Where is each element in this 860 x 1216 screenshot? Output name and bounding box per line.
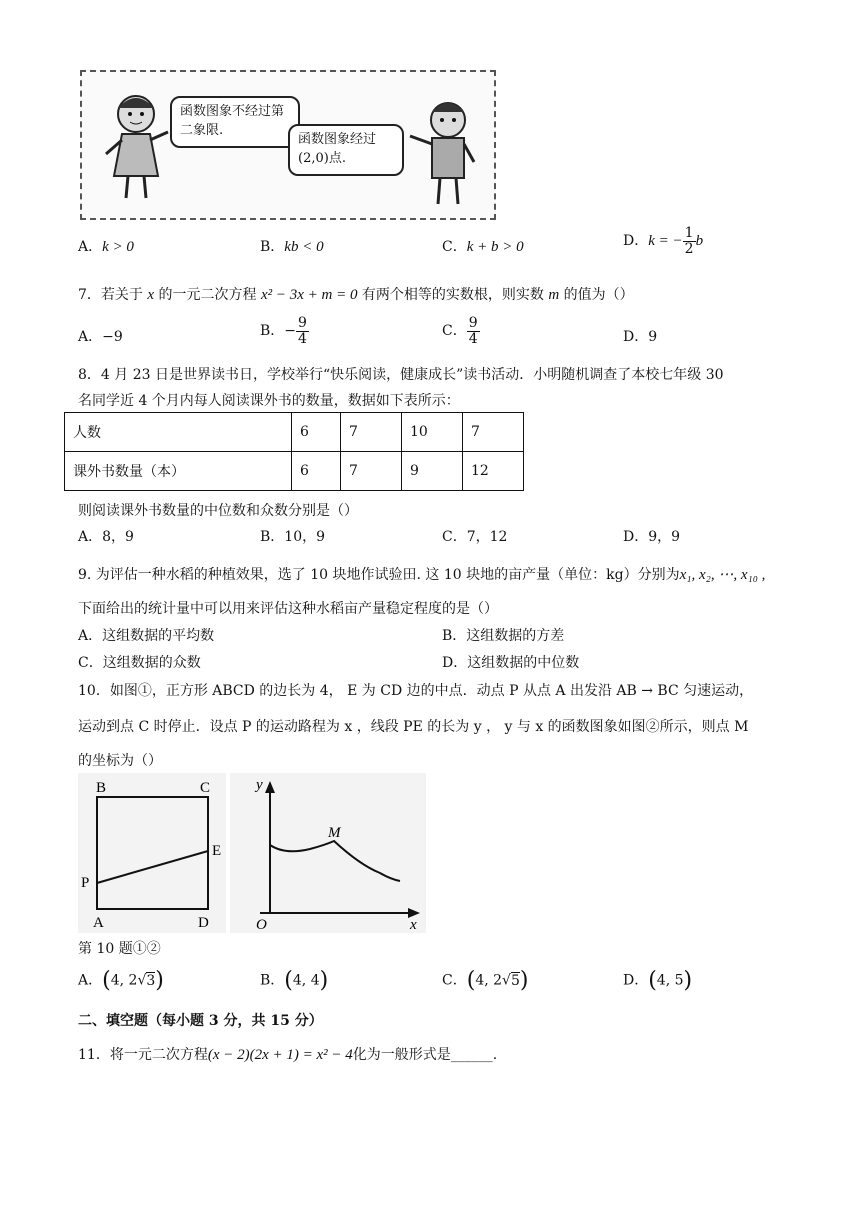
fraction: $\frac{9}{4}$ — [298, 315, 307, 347]
q9-option-d[interactable]: D．这组数据的中位数 — [442, 655, 580, 671]
function-graph-figure — [230, 773, 426, 933]
speech-bubble-left: 函数图象不经过第二象限. — [170, 96, 300, 148]
fraction: $\frac{9}{4}$ — [468, 315, 478, 347]
q7-option-c[interactable]: C． $\frac{9}{4}$ — [442, 315, 478, 347]
figure-caption: 第 10 题①② — [78, 941, 161, 957]
question-8-line1: 8．4 月 23 日是世界读书日，学校举行“快乐阅读，健康成长”读书活动．小明随机调查了本校七年级 30 — [78, 367, 724, 383]
label-o: O — [256, 917, 267, 933]
q7-option-b[interactable]: B．− $\frac{9}{4}$ — [260, 315, 307, 347]
q8-option-c[interactable]: C．7，12 — [442, 529, 508, 545]
q9-option-b[interactable]: B．这组数据的方差 — [442, 628, 565, 644]
question-11: 11．将一元二次方程(x − 2)(2x + 1) = x² − 4化为一般形式是______. — [78, 1047, 498, 1063]
label-y: y — [256, 777, 263, 793]
q9-option-c[interactable]: C．这组数据的众数 — [78, 655, 201, 671]
reading-data-table — [64, 412, 524, 491]
question-10-line2: 运动到点 C 时停止．设点 P 的运动路程为 x ，线段 PE 的长为 y ， y 与 x 的函数图象如图②所示，则点 M — [78, 719, 749, 735]
q10-option-c[interactable]: C．(4, 2√5) — [442, 968, 529, 993]
q6-option-b[interactable] — [260, 236, 324, 256]
label-m: M — [328, 825, 341, 841]
question-7: 7．若关于 x 的一元二次方程 x² − 3x + m = 0 有两个相等的实数根，则实数 m 的值为（） — [78, 287, 634, 303]
label-d: D — [198, 915, 209, 931]
label-a: A — [93, 915, 104, 931]
option-expr-tail: b — [695, 233, 704, 250]
q6-option-c[interactable] — [442, 236, 524, 256]
speech-bubble-right: 函数图象经过(2,0)点. — [288, 124, 404, 176]
section-title: 二、填空题（每小题 3 分，共 15 分） — [78, 1013, 323, 1029]
square-abcd-figure — [78, 773, 226, 933]
q6-option-a[interactable] — [78, 236, 134, 256]
question-10-line3: 的坐标为（） — [78, 753, 162, 769]
q6-option-d[interactable] — [623, 226, 703, 256]
q8-option-d[interactable]: D．9，9 — [623, 529, 681, 545]
label-c: C — [200, 780, 211, 796]
option-letter: B． — [260, 239, 285, 255]
label-e: E — [212, 843, 222, 859]
q8-option-b[interactable]: B．10，9 — [260, 529, 326, 545]
boy-figure-icon — [402, 92, 488, 212]
label-p: P — [81, 875, 90, 891]
q10-option-b[interactable]: B．(4, 4) — [260, 968, 329, 993]
q10-option-a[interactable]: A．(4, 2√3) — [78, 968, 164, 993]
question-8-ask: 则阅读课外书数量的中位数和众数分别是（） — [78, 503, 358, 519]
option-letter: C． — [442, 239, 467, 255]
option-letter: A． — [78, 239, 103, 255]
label-b: B — [96, 780, 107, 796]
q9-option-a[interactable]: A．这组数据的平均数 — [78, 628, 215, 644]
girl-figure-icon — [96, 84, 176, 208]
option-expr: k = − — [648, 233, 683, 250]
option-expr: k + b > 0 — [466, 239, 524, 255]
question-9-line2: 下面给出的统计量中可以用来评估这种水稻亩产量稳定程度的是（） — [78, 601, 498, 617]
option-expr: kb < 0 — [284, 239, 324, 255]
fraction: $\frac{1}{2}$ — [684, 225, 694, 257]
question-9-line1: 9. 为评估一种水稻的种植效果，选了 10 块地作试验田. 这 10 块地的亩产量（单位：kg）分别为x₁, x₂, ⋯, x₁₀ , — [78, 567, 766, 583]
q10-option-d[interactable]: D．(4, 5) — [623, 968, 693, 993]
cartoon-illustration — [80, 70, 496, 220]
q8-option-a[interactable]: A．8，9 — [78, 529, 134, 545]
q7-option-a[interactable]: A．−9 — [78, 329, 123, 345]
option-letter: D． — [623, 233, 649, 250]
question-10-line1: 10．如图①，正方形 ABCD 的边长为 4， E 为 CD 边的中点．动点 P 从点 A 出发沿 AB → BC 匀速运动， — [78, 683, 754, 699]
table-row: 课外书数量（本） 6 7 9 12 — [65, 452, 524, 491]
label-x: x — [410, 917, 417, 933]
option-expr: k > 0 — [102, 239, 134, 255]
q7-option-d[interactable]: D．9 — [623, 329, 658, 345]
question-8-line2: 名同学近 4 个月内每人阅读课外书的数量，数据如下表所示： — [78, 393, 460, 409]
table-row: 人数 6 7 10 7 — [65, 413, 524, 452]
